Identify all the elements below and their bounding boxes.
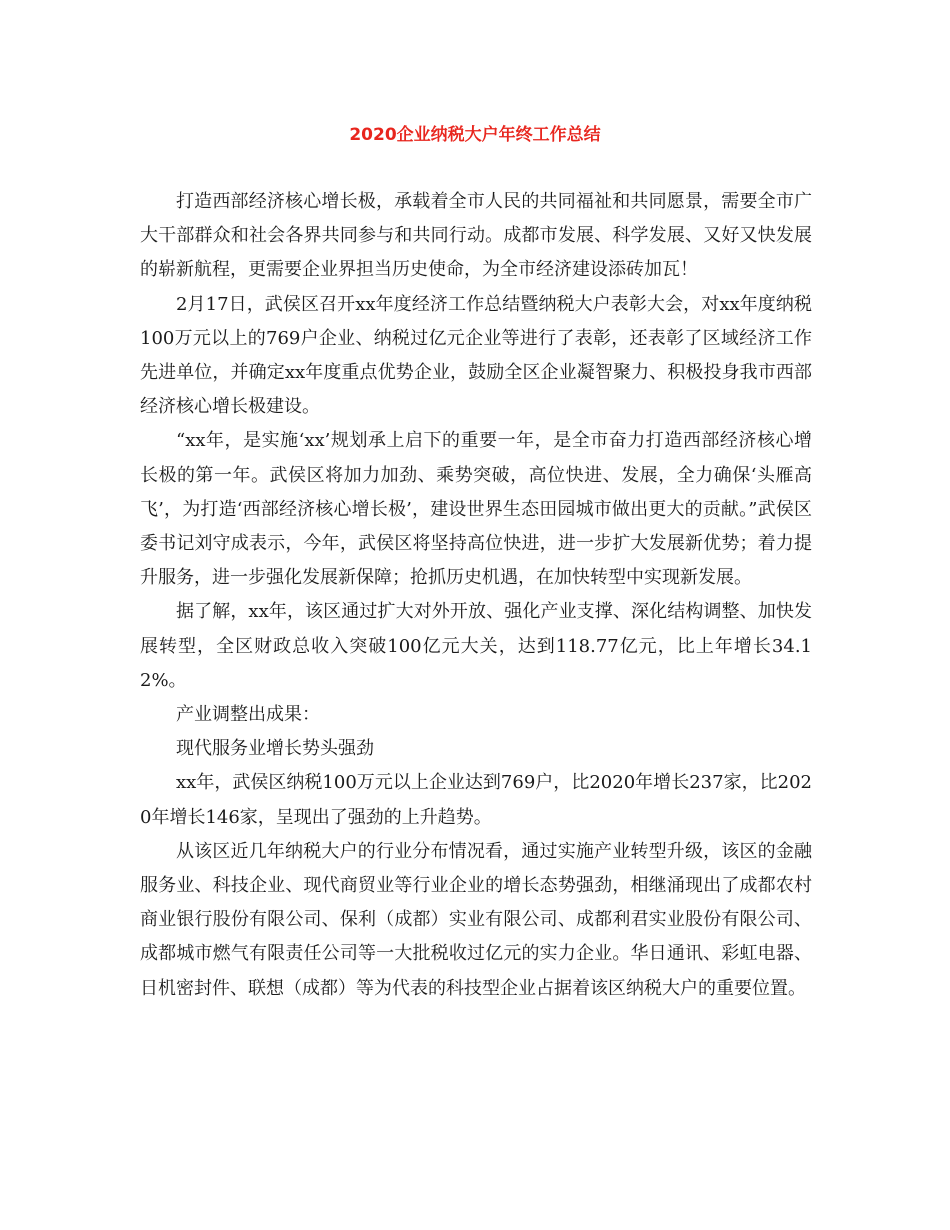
paragraph-1: 打造西部经济核心增长极，承载着全市人民的共同福祉和共同愿景，需要全市广大干部群众和社会各界共同参与和共同行动。成都市发展、科学发展、又好又快发展的崭新航程，更需要企业界担当历史使命，为全市经济建设添砖加瓦！ — [140, 191, 812, 281]
paragraph-4: 据了解，xx年，该区通过扩大对外开放、强化产业支撑、深化结构调整、加快发展转型，全区财政总收入突破100亿元大关，达到118.77亿元，比上年增长34.12%。 — [140, 601, 812, 691]
paragraph-6: 从该区近几年纳税大户的行业分布情况看，通过实施产业转型升级，该区的金融服务业、科技企业、现代商贸业等行业企业的增长态势强劲，相继涌现出了成都农村商业银行股份有限公司、保利（成都）实业有限公司、成都利君实业股份有限公司、成都城市燃气有限责任公司等一大批税收过亿元的实力企业。华日通讯、彩虹电器、日机密封件、联想（成都）等为代表的科技型企业占据着该区纳税大户的重要位置。 — [140, 840, 812, 999]
document-title: 2020企业纳税大户年终工作总结 — [349, 125, 601, 145]
document-body — [140, 185, 812, 1006]
section-heading: 产业调整出成果： — [176, 704, 320, 726]
paragraph-2: 2月17日，武侯区召开xx年度经济工作总结暨纳税大户表彰大会，对xx年度纳税100万元以上的769户企业、纳税过亿元企业等进行了表彰，还表彰了区域经济工作先进单位，并确定xx年度重点优势企业，鼓励全区企业凝智聚力、积极投身我市西部经济核心增长极建设。 — [140, 293, 812, 418]
sub-heading: 现代服务业增长势头强劲 — [176, 738, 374, 760]
paragraph-3: “xx年，是实施‘xx’规划承上启下的重要一年，是全市奋力打造西部经济核心增长极的第一年。武侯区将加力加劲、乘势突破，高位快进、发展，全力确保‘头雁高飞’，为打造‘西部经济核心增长极’，建设世界生态田园城市做出更大的贡献。”武侯区委书记刘守成表示，今年，武侯区将坚持高位快进，进一步扩大发展新优势；着力提升服务，进一步强化发展新保障；抢抓历史机遇，在加快转型中实现新发展。 — [140, 430, 812, 589]
paragraph-5: xx年，武侯区纳税100万元以上企业达到769户，比2020年增长237家，比2020年增长146家，呈现出了强劲的上升趋势。 — [140, 772, 812, 828]
